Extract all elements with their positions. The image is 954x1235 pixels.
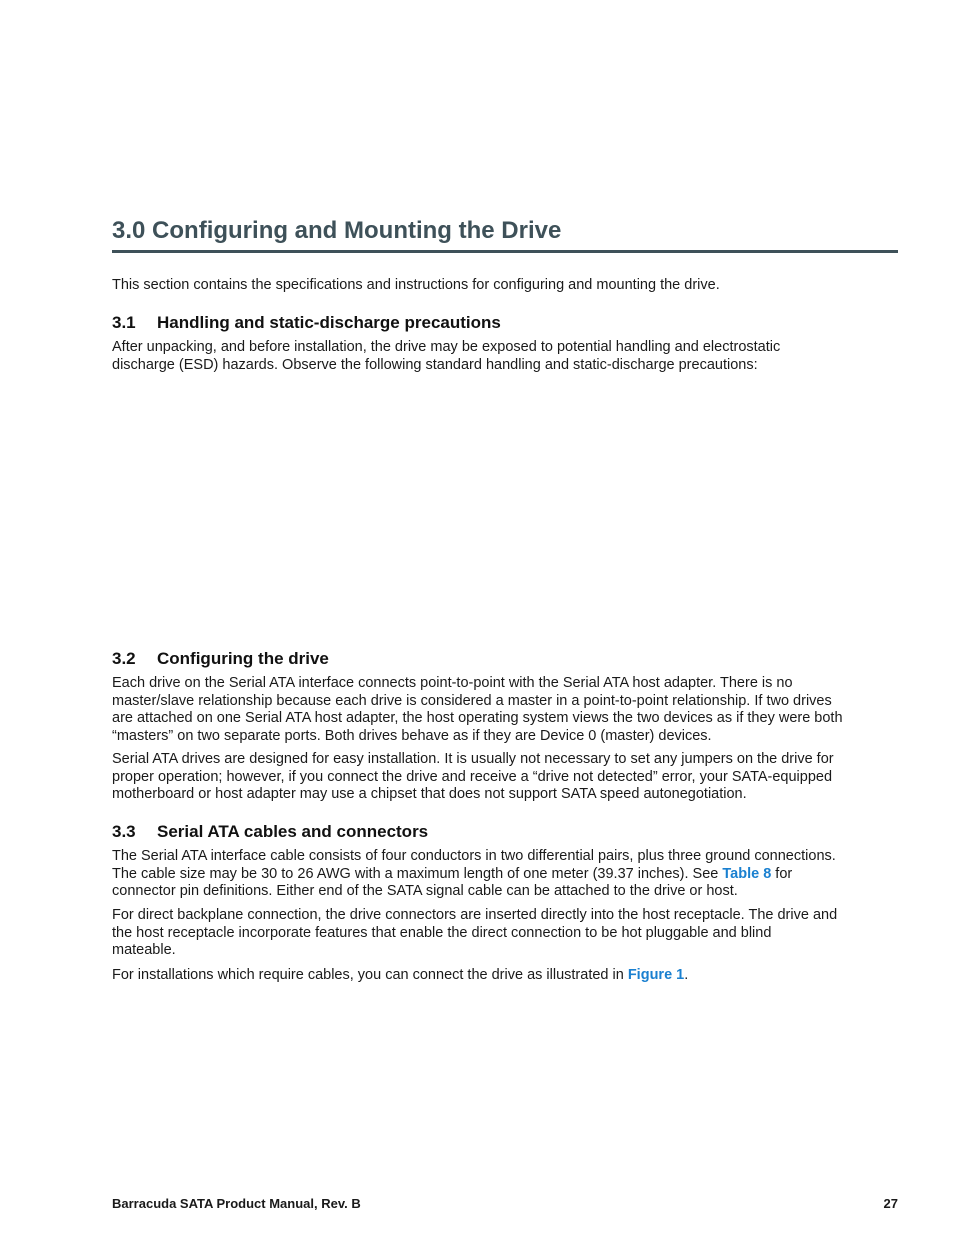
section-3-3-p2-line-1: For direct backplane connection, the drive connectors are inserted directly into the host receptacle. The drive and (112, 907, 838, 923)
section-3-3-heading (112, 822, 898, 842)
section-3-1-number: 3.1 (112, 313, 136, 332)
section-3-3-p1-line-1: The Serial ATA interface cable consists of four conductors in two differential pairs, plus three ground connections. (112, 848, 836, 864)
section-3-1 (112, 313, 898, 333)
section-3-1-line-1: After unpacking, and before installation, the drive may be exposed to potential handling and electrostatic (112, 339, 781, 355)
section-3-2-p1-line-3: are attached on one Serial ATA host adapter, the host operating system views the two devices as if they were both (112, 710, 843, 726)
section-3-2-p2-line-3: motherboard or host adapter may use a chipset that does not support SATA speed autonegotiation. (112, 786, 747, 802)
intro-text: This section contains the specifications and instructions for configuring and mounting the drive. (112, 277, 720, 293)
section-3-3-number: 3.3 (112, 822, 136, 841)
section-3-2-paragraph-1 (112, 675, 898, 745)
section-3-2 (112, 649, 898, 669)
table-8-link[interactable]: Table 8 (722, 865, 772, 882)
section-3-3-p1-line-2 (112, 866, 898, 884)
section-3-3-paragraph-2 (112, 907, 898, 960)
page-footer (112, 1196, 898, 1212)
chapter-title-text: Configuring and Mounting the Drive (152, 217, 562, 244)
chapter-rule (112, 250, 898, 253)
section-3-2-p1-line-4: “masters” on two separate ports. Both drives behave as if they are Device 0 (master) devices. (112, 727, 712, 744)
section-3-3-p2-line-3: mateable. (112, 942, 176, 958)
figure-1-link[interactable]: Figure 1 (627, 967, 685, 983)
footer-title: Barracuda SATA Product Manual, Rev. B (112, 1196, 361, 1211)
section-3-2-p1-line-2: master/slave relationship because each drive is considered a master in a point-to-point relationship. If two drives (112, 692, 832, 709)
section-3-3 (112, 822, 898, 842)
section-3-2-p2-line-1: Serial ATA drives are designed for easy installation. It is usually not necessary to set any jumpers on the drive for (112, 751, 834, 767)
section-3-1-heading (112, 313, 898, 333)
chapter-title (112, 213, 898, 249)
chapter-number: 3.0 (112, 217, 146, 244)
section-3-3-title: Serial ATA cables and connectors (157, 822, 429, 841)
section-3-3-p1-line-3: connector pin definitions. Either end of the SATA signal cable can be attached to the drive or host. (112, 883, 738, 899)
section-3-3-p3-line-1 (112, 967, 898, 985)
intro-paragraph (112, 277, 898, 295)
section-3-2-title: Configuring the drive (157, 649, 329, 668)
section-3-3-p1-text-after: for (771, 865, 793, 882)
section-3-2-p1-line-1: Each drive on the Serial ATA interface connects point-to-point with the Serial ATA host adapter. There is no (112, 675, 793, 691)
section-3-3-p2-line-2: the host receptacle incorporate features that enable the direct connection to be hot pluggable and blind (112, 924, 772, 941)
section-3-1-line-2: discharge (ESD) hazards. Observe the following standard handling and static-discharge precautions: (112, 356, 758, 373)
section-3-2-heading (112, 649, 898, 669)
section-3-3-p1-text-before: The cable size may be 30 to 26 AWG with a maximum length of one meter (39.37 inches). See (112, 865, 723, 882)
section-3-1-title: Handling and static-discharge precautions (157, 313, 501, 332)
section-3-2-number: 3.2 (112, 649, 136, 668)
section-3-3-paragraph-1 (112, 848, 898, 901)
footer-page-number: 27 (883, 1196, 898, 1211)
section-3-3-paragraph-3 (112, 967, 898, 985)
section-3-2-paragraph-2 (112, 751, 898, 804)
section-3-3-p3-text-after: . (684, 967, 689, 983)
section-3-1-paragraph (112, 339, 898, 374)
section-3-2-p2-line-2: proper operation; however, if you connect the drive and receive a “drive not detected” error, your SATA-equipped (112, 768, 833, 785)
section-3-3-p3-text-before: For installations which require cables, you can connect the drive as illustrated in (112, 967, 628, 983)
